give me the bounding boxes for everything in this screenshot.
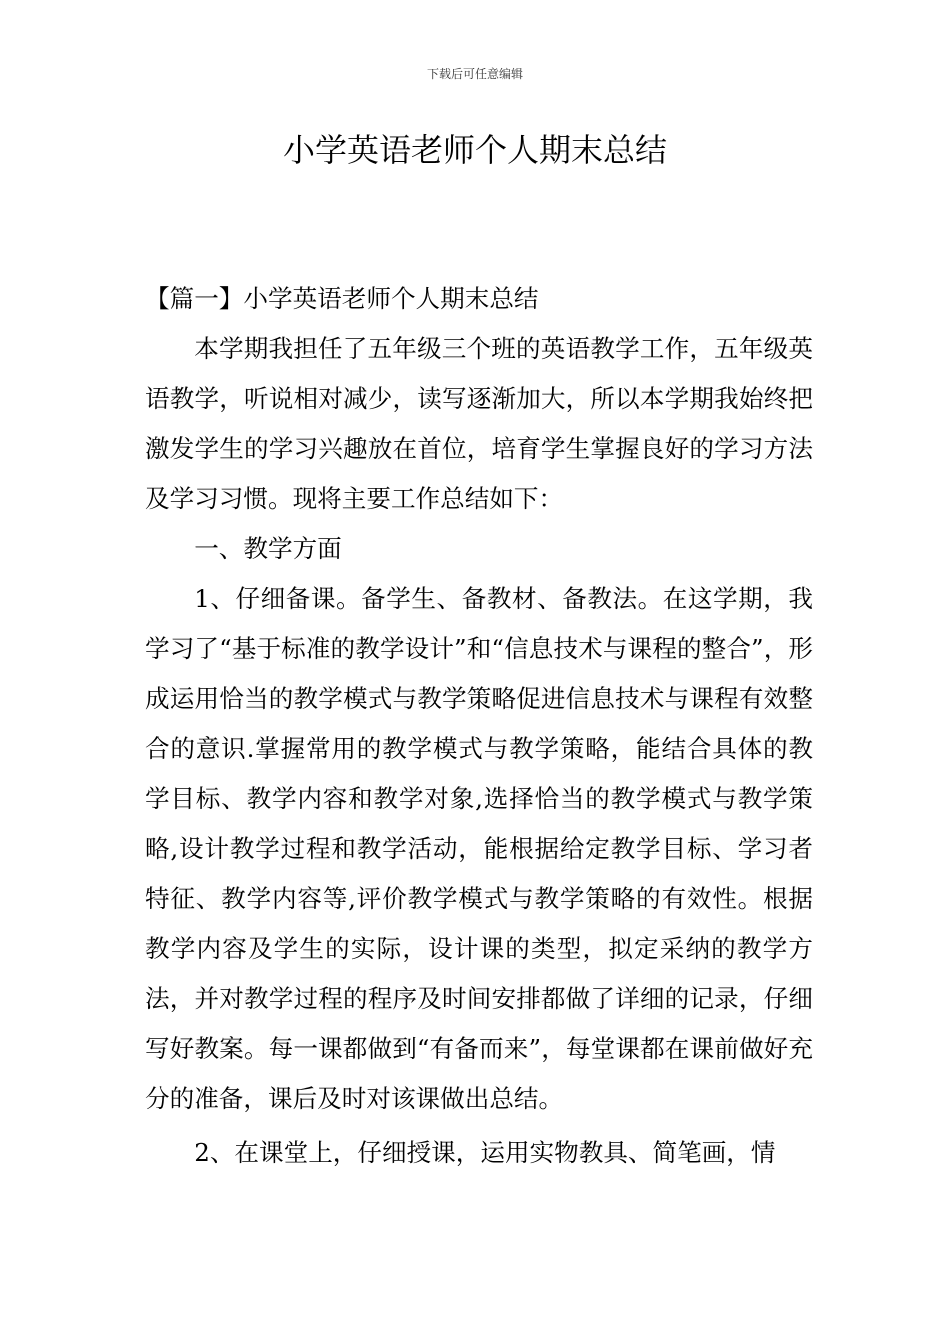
section-heading: 【篇一】小学英语老师个人期末总结: [145, 284, 539, 313]
document-body: [145, 274, 813, 1178]
intro-paragraph: 本学期我担任了五年级三个班的英语教学工作，五年级英语教学，听说相对减少，读写逐渐加大，所以本学期我始终把激发学生的学习兴趣放在首位，培育学生掌握良好的学习方法及学习习惯。现将主要工作总结如下：: [145, 334, 813, 513]
paragraph-lesson-prep: 1、仔细备课。备学生、备教材、备教法。在这学期，我学习了“基于标准的教学设计”和“信息技术与课程的整合”，形成运用恰当的教学模式与教学策略促进信息技术与课程有效整合的意识.掌握常用的教学模式与教学策略，能结合具体的教学目标、教学内容和教学对象,选择恰当的教学模式与教学策略,设计教学过程和教学活动，能根据给定教学目标、学习者特征、教学内容等,评价教学模式与教学策略的有效性。根据教学内容及学生的实际，设计课的类型，拟定采纳的教学方法，并对教学过程的程序及时间安排都做了详细的记录，仔细写好教案。每一课都做到“有备而来”，每堂课都在课前做好充分的准备，课后及时对该课做出总结。: [145, 584, 813, 1113]
document-title: 小学英语老师个人期末总结: [282, 131, 667, 169]
subsection-heading: 一、教学方面: [194, 534, 342, 563]
paragraph-classroom: 2、在课堂上，仔细授课，运用实物教具、简笔画，情: [194, 1138, 776, 1167]
header-note: 下载后可任意编辑: [426, 67, 523, 81]
